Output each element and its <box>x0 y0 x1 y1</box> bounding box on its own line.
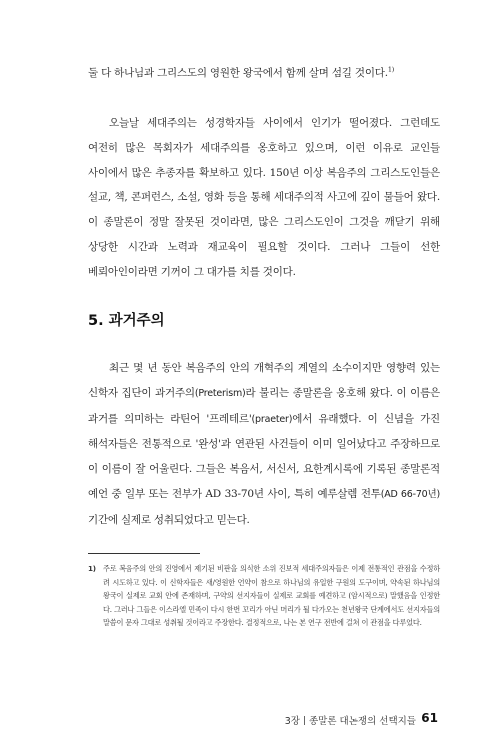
para3-text-g: 기간에 실제로 성취되었다고 믿는다. <box>88 513 250 526</box>
latin-term-praeter: (praeter) <box>251 413 293 425</box>
body-paragraph-2: 오늘날 세대주의는 성경학자들 사이에서 인기가 떨어졌다. 그런데도 여전히 많은 목회자가 세대주의를 옹호하고 있으며, 이런 이유로 교인들 사이에서 많은 추종자를 확보하고 있다. 150년 이상 복음주의 그리스도인들은 설교, 책, 콘퍼런스, 소설, 영화 등을 통해 세대주의적 사고에 깊이 물들어 왔다. 이 종말론이 정말 잘못된 것이라면, 많은 그리스도인이 그것을 깨닫기 위해 상당한 시간과 노력과 재교육이 필요할 것이다. 그러나 그들이 선한 베뢰아인이라면 기꺼이 그 대가를 치를 것이다. <box>88 117 440 278</box>
chapter-title: 종말론 대논쟁의 선택지들 <box>309 716 416 727</box>
running-head <box>285 713 416 727</box>
page-number: 61 <box>421 711 438 725</box>
separator-bar <box>304 716 305 725</box>
footnote <box>88 562 440 630</box>
chapter-label: 3장 <box>284 716 300 727</box>
section-heading: 5. 과거주의 <box>88 313 165 329</box>
body-paragraph-3 <box>88 356 440 533</box>
footnote-number: 1) <box>88 564 96 573</box>
para3-text-a: 최근 몇 년 동안 복음주의 안의 개혁주의 계열의 소수이지만 영향력 있는 신학자 집단이 과거주의 <box>88 362 440 399</box>
footnote-divider <box>88 553 200 554</box>
footnote-reference[interactable]: 1) <box>387 65 395 74</box>
latin-term-preterism: (Preterism) <box>194 387 246 399</box>
body-paragraph-1 <box>88 61 440 86</box>
para1-text: 둘 다 하나님과 그리스도의 영원한 왕국에서 함께 살며 섬길 것이다. <box>88 67 388 79</box>
date-range-note: (AD 66-70년) <box>380 488 440 500</box>
para3-text-e: 에서 유래했다. 이 신념을 가진 해석자들은 전통적으로 '완성'과 연관된 사건들이 이미 일어났다고 주장하므로 이 이름이 잘 어울린다. 그들은 복음서, 서신서, 요한계시록에 기록된 종말론적 예언 중 일부 또는 전부가 AD 33-70년 사이, 특히 예루살렘 전투 <box>88 412 440 500</box>
footnote-text: 주로 복음주의 안의 진영에서 제기된 비판을 의식한 소위 진보적 세대주의자들은 이제 전통적인 관점을 수정하려 시도하고 있다. 이 신학자들은 새/영원한 언약이 참으로 하나님의 유일한 구원의 도구이며, 약속된 하나님의 왕국이 실제로 교회 안에 존재하며, 구약의 선지자들이 실제로 교회를 예견하고 (암시적으로) 말했음을 인정한다. 그러나 그들은 이스라엘 민족이 다시 한번 꼬리가 아닌 머리가 될 다가오는 천년왕국 단계에서도 선지자들의 말씀이 문자 그대로 성취될 것이라고 주장한다. 결정적으로, 나는 본 연구 전반에 걸쳐 이 관점을 다루었다. <box>103 564 440 628</box>
para3-text-c: 라 불리는 종말론을 옹호해 왔다. 이 이름은 과거를 의미하는 라틴어 '프레테르' <box>88 386 440 425</box>
